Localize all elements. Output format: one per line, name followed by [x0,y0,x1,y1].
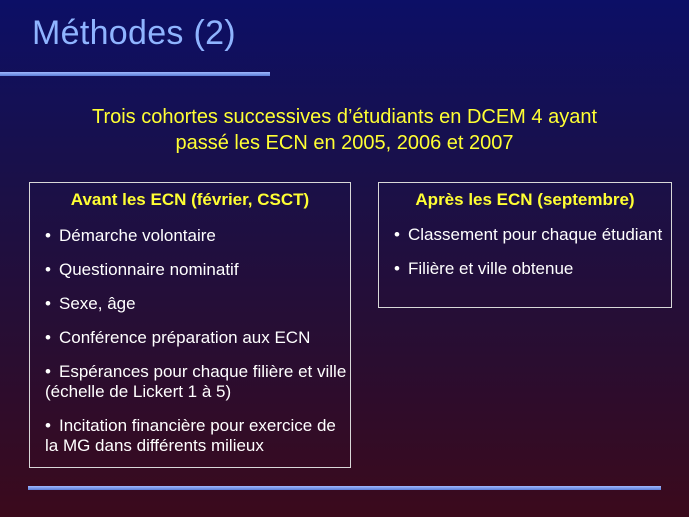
list-item-text: Classement pour chaque étudiant [408,225,663,244]
list-item [30,328,350,348]
bullet-icon: • [45,416,51,435]
list-item-text: Incitation financière pour exercice de la MG dans différents milieux [45,416,336,455]
list-item-text: Filière et ville obtenue [408,259,574,278]
subtitle-line-1: Trois cohortes successives d’étudiants en DCEM 4 ayant [91,106,598,128]
bullet-icon: • [45,226,51,245]
before-ecn-heading: Avant les ECN (février, CSCT) [70,190,310,209]
bullet-icon: • [394,225,400,244]
after-ecn-list [379,225,671,279]
list-item [30,294,350,314]
slide-title: Méthodes (2) [32,14,236,52]
list-item [30,362,350,402]
bottom-rule [28,486,661,490]
slide-subtitle [20,104,669,156]
list-item [30,416,350,456]
bullet-icon: • [45,362,51,381]
after-ecn-heading: Après les ECN (septembre) [415,190,635,209]
bullet-icon: • [45,294,51,313]
before-ecn-list [30,226,350,456]
list-item-text: Espérances pour chaque filière et ville (échelle de Lickert 1 à 5) [45,362,347,401]
list-item [30,260,350,280]
subtitle-line-2: passé les ECN en 2005, 2006 et 2007 [175,132,514,154]
list-item [30,226,350,246]
bullet-icon: • [45,328,51,347]
list-item-text: Démarche volontaire [59,226,216,245]
list-item [379,225,671,245]
list-item-text: Conférence préparation aux ECN [59,328,311,347]
after-ecn-box [378,182,672,308]
bullet-icon: • [45,260,51,279]
title-underline [0,72,270,76]
list-item-text: Sexe, âge [59,294,136,313]
bullet-icon: • [394,259,400,278]
before-ecn-box [29,182,351,468]
list-item [379,259,671,279]
list-item-text: Questionnaire nominatif [59,260,239,279]
